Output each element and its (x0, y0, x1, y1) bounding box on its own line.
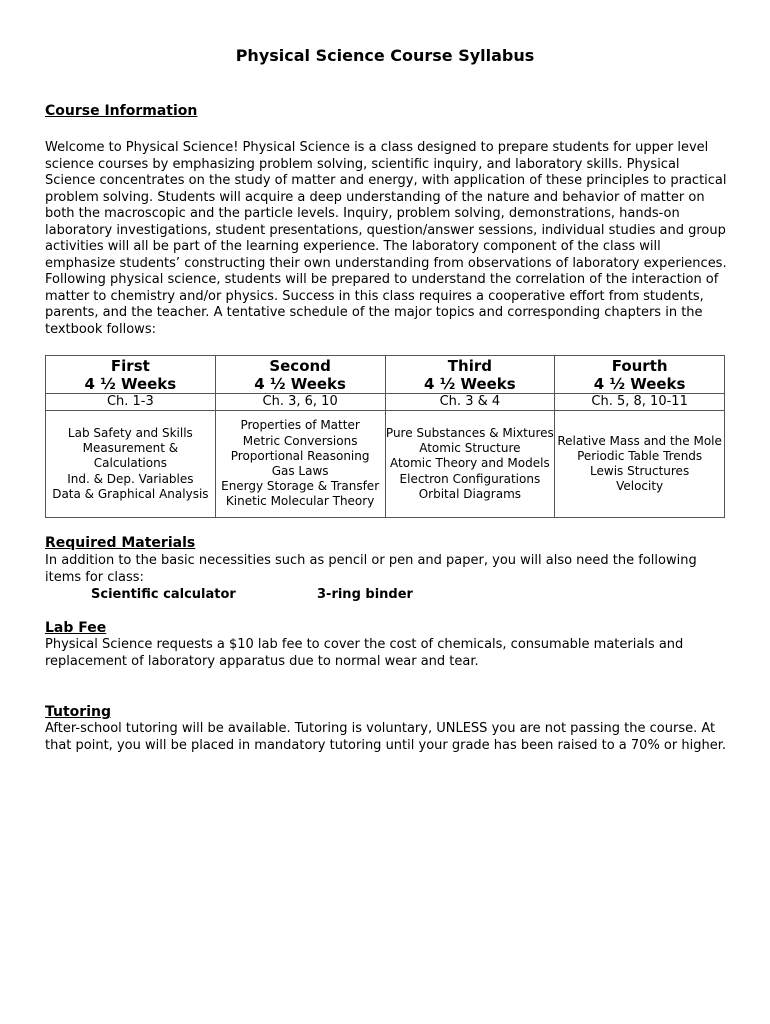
chapters-cell: Ch. 3 & 4 (385, 394, 555, 411)
lab-fee-paragraph (45, 637, 730, 670)
topic-item: Pure Substances & Mixtures (385, 425, 554, 440)
schedule-header-fourth (555, 356, 725, 394)
course-information-heading: Course Information (45, 103, 198, 119)
duration-label: 4 ½ Weeks (424, 374, 516, 393)
schedule-header-second (215, 356, 385, 394)
topic-item: Atomic Theory and Models (390, 456, 550, 471)
required-materials-heading: Required Materials (45, 535, 196, 551)
schedule-topics-row (46, 411, 725, 518)
topic-item: Metric Conversions (242, 433, 358, 448)
chapters-cell: Ch. 3, 6, 10 (215, 394, 385, 411)
topic-item: Lewis Structures (590, 464, 690, 478)
topic-item: Kinetic Molecular Theory (225, 494, 375, 509)
topic-item: Electron Configurations (399, 471, 541, 486)
topics-cell-fourth (555, 411, 725, 518)
topic-item: Properties of Matter (240, 418, 360, 433)
course-information-paragraph (45, 140, 730, 338)
required-materials-paragraph (45, 553, 730, 586)
topic-item: Atomic Structure (419, 441, 521, 456)
topic-item: Relative Mass and the Mole (557, 433, 722, 448)
topic-item: Proportional Reasoning (230, 448, 370, 463)
duration-label: 4 ½ Weeks (84, 374, 177, 393)
material-item: Scientific calculator (91, 587, 236, 602)
topic-item: Velocity (616, 479, 664, 494)
duration-label: 4 ½ Weeks (254, 374, 346, 393)
topic-item: Ind. & Dep. Variables (67, 471, 194, 486)
topic-item: Orbital Diagrams (418, 486, 522, 501)
course-information-text: Welcome to Physical Science! Physical Science is a class designed to prepare students for upper level science courses by emphasizing problem solving, scientific inquiry, and laboratory skills. Physical Science concentrates on the study of matter and energy, with application of these principles to practical problem solving. Students will acquire a deep understanding of the nature and behavior of matter on both the macroscopic and the particle levels. Inquiry, problem solving, demonstrations, hands-on laboratory investigations, student presentations, question/answer sessions, individual studies and group activities will all be part of the learning experience. The laboratory component of the class will emphasize students’ constructing their own understanding from observations of laboratory experiences. Following physical science, students will be prepared to understand the correlation of the interaction of matter to chemistry and/or physics. Success in this class requires a cooperative effort from students, parents, and the teacher. A tentative schedule of the major topics and corresponding chapters in the textbook follows: (45, 140, 727, 337)
period-label: Fourth (611, 356, 668, 375)
material-item: 3-ring binder (317, 587, 413, 602)
topics-cell-first (46, 411, 216, 518)
duration-label: 4 ½ Weeks (593, 374, 686, 393)
materials-list (91, 587, 413, 602)
tutoring-paragraph (45, 721, 730, 754)
lab-fee-heading: Lab Fee (45, 620, 107, 636)
topics-cell-second (215, 411, 385, 518)
chapters-cell: Ch. 5, 8, 10-11 (555, 394, 725, 411)
topics-cell-third (385, 411, 555, 518)
required-materials-text: In addition to the basic necessities such as pencil or pen and paper, you will also need the following items for class: (45, 553, 697, 585)
document-title: Physical Science Course Syllabus (235, 46, 535, 65)
period-label: First (110, 356, 150, 375)
topic-item: Measurement & Calculations (82, 441, 179, 471)
topic-item: Gas Laws (271, 464, 329, 478)
period-label: Third (447, 356, 492, 375)
topic-item: Data & Graphical Analysis (52, 486, 209, 501)
topic-item: Lab Safety and Skills (67, 425, 193, 440)
schedule-header-row (46, 356, 725, 394)
tutoring-text: After-school tutoring will be available. Tutoring is voluntary, UNLESS you are not passing the course. At that point, you will be placed in mandatory tutoring until your grade has been raised to a 70% or higher. (45, 721, 726, 753)
chapters-cell: Ch. 1-3 (46, 394, 216, 411)
schedule-chapters-row (46, 394, 725, 411)
schedule-header-third (385, 356, 555, 394)
lab-fee-text: Physical Science requests a $10 lab fee to cover the cost of chemicals, consumable materials and replacement of laboratory apparatus due to normal wear and tear. (45, 637, 684, 669)
topic-item: Periodic Table Trends (577, 448, 703, 463)
schedule-header-first (46, 356, 216, 394)
tutoring-heading: Tutoring (45, 704, 111, 720)
period-label: Second (269, 356, 331, 375)
schedule-table (45, 355, 725, 518)
topic-item: Energy Storage & Transfer (221, 479, 380, 494)
